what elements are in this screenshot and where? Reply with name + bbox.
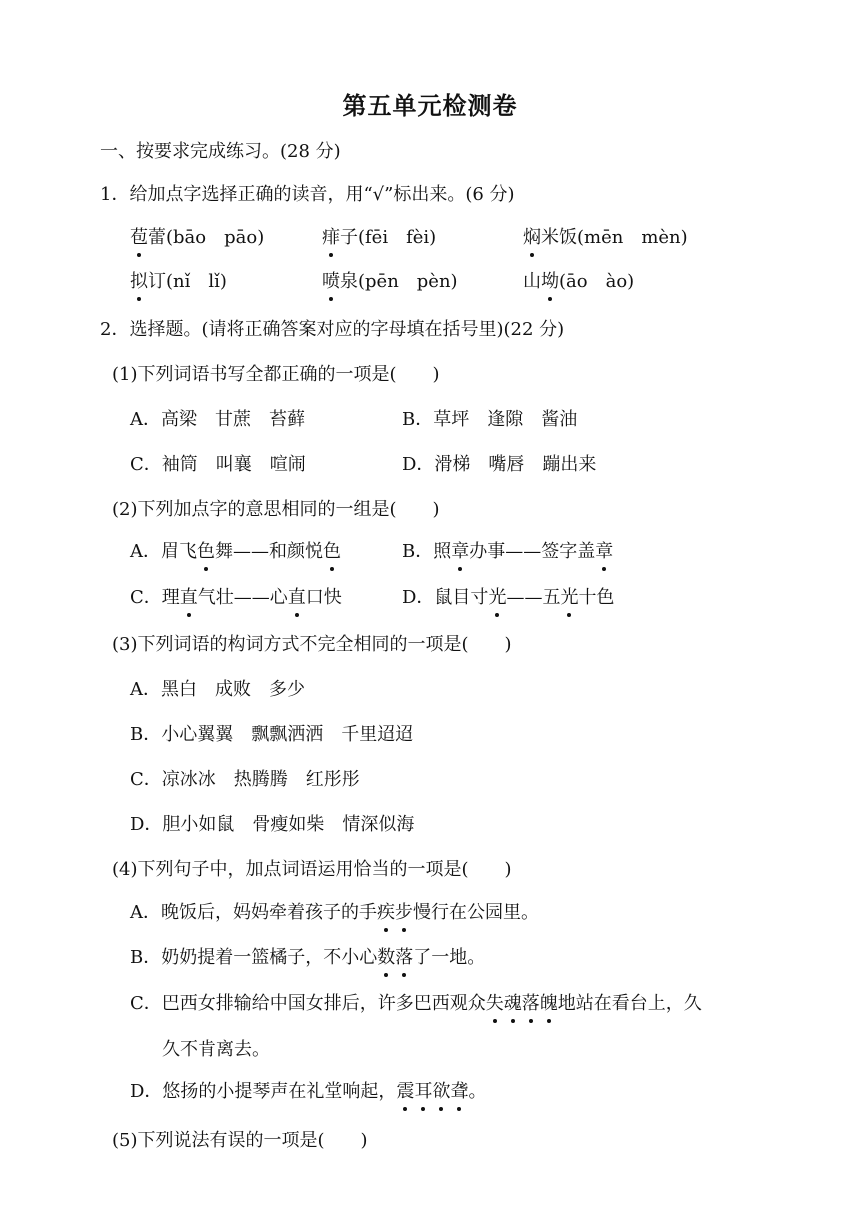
option-a: A．高梁 甘蔗 苔藓 [130,409,305,430]
subquestion-4: (4)下列句子中，加点词语运用恰当的一项是( ) [112,859,512,880]
option-a: A．黑白 成败 多少 [130,679,305,700]
option-c: C．袖筒 叫襄 喧闹 [130,454,306,475]
dotted-word [486,993,558,1014]
option-b: B．小心翼翼 飘飘洒洒 千里迢迢 [130,724,414,745]
dotted-char: 拟 [130,268,148,296]
dotted-char: 聋 [450,1078,468,1106]
dotted-char: 疾 [377,899,395,927]
pinyin-item: 焖米饭(mēn mèn) [523,224,688,252]
dotted-char: 落 [395,944,413,972]
dotted-word [377,902,413,923]
dotted-char: 失 [486,990,504,1018]
dotted-char: 数 [377,944,395,972]
dotted-char: 欲 [432,1078,450,1106]
dotted-word [377,947,413,968]
dotted-char: 苞 [130,224,148,252]
option-d: D．鼠目寸光——五光十色 [402,584,614,612]
option-b: B．草坪 逢隙 酱油 [402,409,578,430]
option-a: A．眉飞色舞——和颜悦色 [130,538,341,566]
dotted-char: 落 [522,990,540,1018]
subquestion-5: (5)下列说法有误的一项是( ) [112,1130,368,1151]
dotted-char: 震 [396,1078,414,1106]
subquestion-3: (3)下列词语的构词方式不完全相同的一项是( ) [112,634,512,655]
dotted-char: 喷 [322,268,340,296]
option-b: B．奶奶提着一篮橘子，不小心数落了一地。 [130,944,485,972]
dotted-char: 直 [180,584,198,612]
question-1-stem: 1．给加点字选择正确的读音，用“√”标出来。(6 分) [100,184,515,205]
dotted-char: 焖 [523,224,541,252]
subquestion-2: (2)下列加点字的意思相同的一组是( ) [112,499,440,520]
dotted-char: 步 [395,899,413,927]
pinyin-item: 山坳(āo ào) [523,268,634,296]
option-a: A．晚饭后，妈妈牵着孩子的手疾步慢行在公园里。 [130,899,539,927]
option-c: C．巴西女排输给中国女排后，许多巴西观众失魂落魄地站在看台上，久 [130,990,702,1018]
option-d: D．悠扬的小提琴声在礼堂响起，震耳欲聋。 [130,1078,486,1106]
option-c: C．凉冰冰 热腾腾 红彤彤 [130,769,360,790]
pinyin-item: 苞蕾(bāo pāo) [130,224,264,252]
dotted-char: 魂 [504,990,522,1018]
dotted-char: 章 [595,538,613,566]
dotted-word [396,1081,468,1102]
dotted-char: 色 [323,538,341,566]
dotted-char: 光 [488,584,506,612]
dotted-char: 坳 [541,268,559,296]
option-c: C．理直气壮——心直口快 [130,584,342,612]
pinyin-item: 痱子(fēi fèi) [322,224,436,252]
dotted-char: 耳 [414,1078,432,1106]
dotted-char: 色 [197,538,215,566]
dotted-char: 光 [560,584,578,612]
pinyin-item: 拟订(nǐ lǐ) [130,268,227,296]
dotted-char: 直 [288,584,306,612]
pinyin-item: 喷泉(pēn pèn) [322,268,458,296]
subquestion-1: (1)下列词语书写全都正确的一项是( ) [112,364,440,385]
option-d: D．胆小如鼠 骨瘦如柴 情深似海 [130,814,415,835]
dotted-char: 魄 [540,990,558,1018]
dotted-char: 痱 [322,224,340,252]
option-c-continued: 久不肯离去。 [162,1039,270,1060]
option-d: D．滑梯 嘴唇 蹦出来 [402,454,597,475]
dotted-char: 章 [451,538,469,566]
section-heading: 一、按要求完成练习。(28 分) [100,141,341,162]
option-b: B．照章办事——签字盖章 [402,538,613,566]
question-2-stem: 2．选择题。(请将正确答案对应的字母填在括号里)(22 分) [100,319,565,340]
page-title: 第五单元检测卷 [342,91,518,120]
